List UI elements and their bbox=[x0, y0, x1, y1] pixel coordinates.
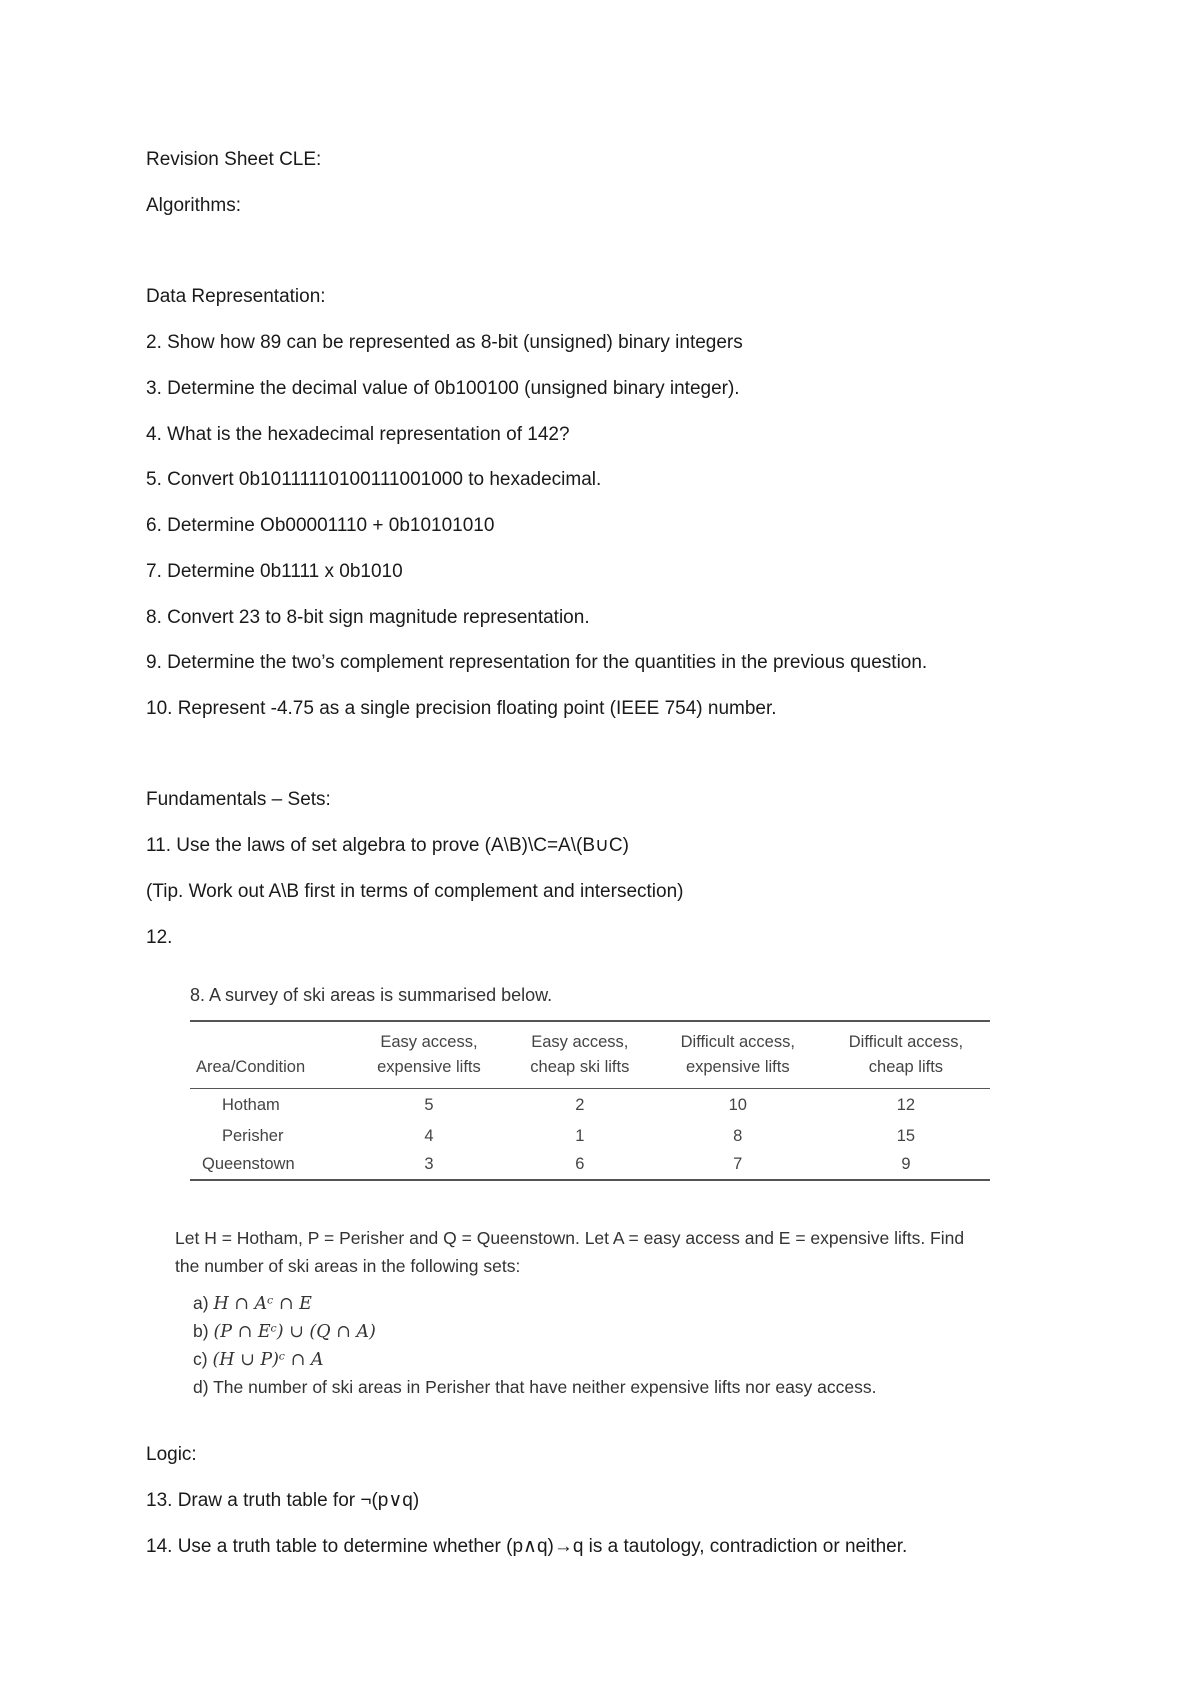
question-14: 14. Use a truth table to determine whether (p∧q)→q is a tautology, contradiction or neither. bbox=[146, 1536, 908, 1557]
table-cell: 4 bbox=[424, 1126, 434, 1145]
logic-heading: Logic: bbox=[146, 1444, 197, 1465]
header-difficult-expensive: Difficult access, expensive lifts bbox=[680, 1033, 795, 1076]
header-area-condition: Area/Condition bbox=[196, 1058, 306, 1076]
table-row bbox=[190, 1089, 990, 1123]
instruction-line-2: the number of ski areas in the following sets: bbox=[175, 1256, 521, 1276]
table-header-row bbox=[190, 1021, 990, 1089]
table-cell: 15 bbox=[896, 1126, 916, 1145]
survey-title: 8. A survey of ski areas is summarised below. bbox=[190, 985, 553, 1005]
question-9: 9. Determine the two’s complement representation for the quantities in the previous question. bbox=[146, 652, 928, 673]
question-5: 5. Convert 0b10111110100111001000 to hexadecimal. bbox=[146, 469, 602, 490]
table-cell: 2 bbox=[575, 1096, 585, 1115]
ski-survey-table bbox=[190, 1020, 990, 1181]
table-row bbox=[190, 1150, 990, 1180]
question-7: 7. Determine 0b1111 x 0b1010 bbox=[146, 561, 403, 582]
part-a: a) H ∩ Aᶜ ∩ E bbox=[193, 1293, 312, 1314]
ski-survey-figure bbox=[190, 985, 1020, 1181]
question-10: 10. Represent -4.75 as a single precision floating point (IEEE 754) number. bbox=[146, 698, 777, 719]
table-cell: 1 bbox=[575, 1126, 585, 1145]
table-cell: 5 bbox=[424, 1096, 434, 1115]
document-title: Revision Sheet CLE: bbox=[146, 149, 322, 170]
question-11: 11. Use the laws of set algebra to prove (A\B)\C=A\(B∪C) bbox=[146, 835, 629, 856]
table-cell: 6 bbox=[575, 1154, 585, 1173]
table-cell: 12 bbox=[896, 1096, 916, 1115]
tip-text: (Tip. Work out A\B first in terms of complement and intersection) bbox=[146, 881, 684, 902]
question-6: 6. Determine Ob00001110 + 0b10101010 bbox=[146, 515, 495, 536]
table-cell: 9 bbox=[901, 1154, 911, 1173]
survey-parts-list bbox=[193, 1290, 877, 1401]
question-3: 3. Determine the decimal value of 0b100100 (unsigned binary integer). bbox=[146, 378, 740, 399]
table-cell: 7 bbox=[733, 1154, 743, 1173]
row-label: Queenstown bbox=[202, 1154, 295, 1173]
table-cell: 3 bbox=[424, 1154, 434, 1173]
header-easy-cheap: Easy access, cheap ski lifts bbox=[530, 1033, 630, 1076]
survey-instructions bbox=[175, 1224, 1035, 1280]
sets-heading: Fundamentals – Sets: bbox=[146, 789, 331, 810]
header-difficult-cheap: Difficult access, cheap lifts bbox=[848, 1033, 964, 1076]
table-row bbox=[190, 1123, 990, 1150]
algorithms-heading: Algorithms: bbox=[146, 195, 242, 216]
row-label: Hotham bbox=[222, 1096, 280, 1115]
instruction-line-1: Let H = Hotham, P = Perisher and Q = Queenstown. Let A = easy access and E = expensive lifts. Find bbox=[175, 1228, 965, 1248]
part-c: c) (H ∪ P)ᶜ ∩ A bbox=[193, 1349, 324, 1370]
question-4: 4. What is the hexadecimal representation of 142? bbox=[146, 424, 570, 445]
table-cell: 8 bbox=[733, 1126, 743, 1145]
question-2: 2. Show how 89 can be represented as 8-bit (unsigned) binary integers bbox=[146, 332, 743, 353]
data-representation-heading: Data Representation: bbox=[146, 286, 326, 307]
part-b: b) (P ∩ Eᶜ) ∪ (Q ∩ A) bbox=[193, 1321, 376, 1342]
question-12: 12. bbox=[146, 927, 173, 948]
part-d: d) The number of ski areas in Perisher that have neither expensive lifts nor easy access. bbox=[193, 1377, 877, 1397]
question-8: 8. Convert 23 to 8-bit sign magnitude representation. bbox=[146, 607, 590, 628]
row-label: Perisher bbox=[222, 1126, 284, 1145]
question-13: 13. Draw a truth table for ¬(p∨q) bbox=[146, 1490, 420, 1511]
table-cell: 10 bbox=[728, 1096, 747, 1115]
header-easy-expensive: Easy access, expensive lifts bbox=[377, 1033, 481, 1076]
